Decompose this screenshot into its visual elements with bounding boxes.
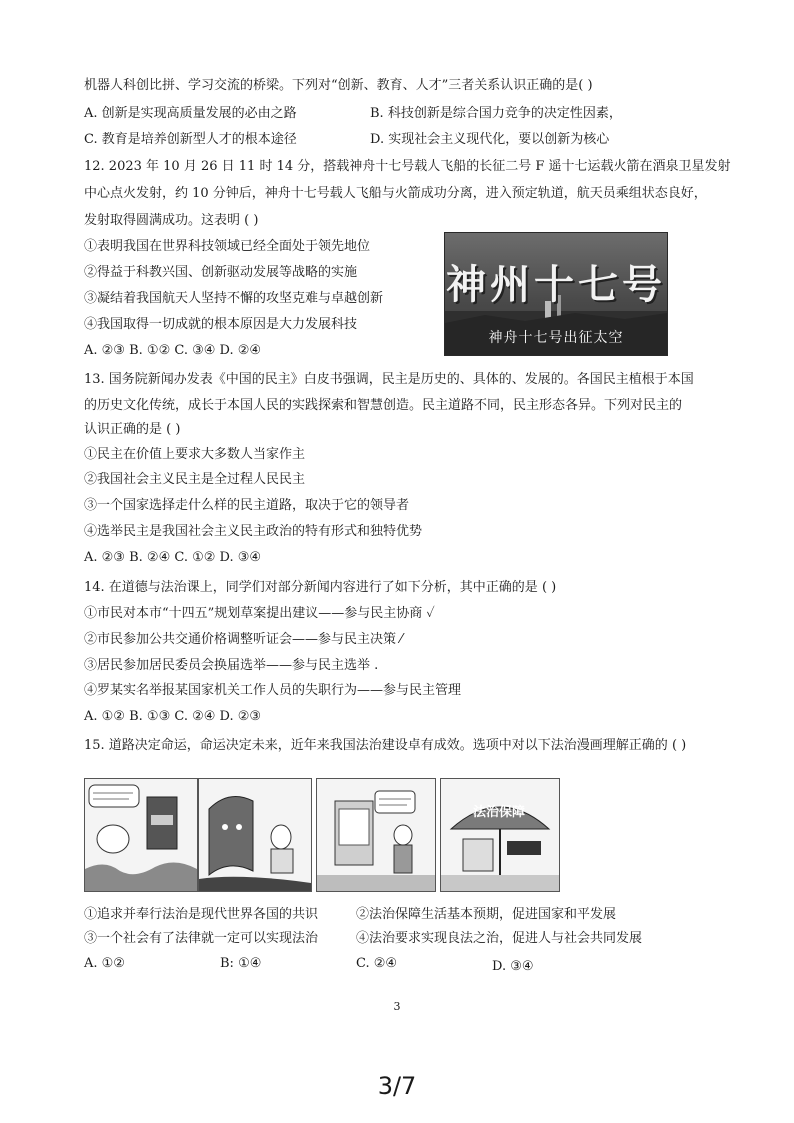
q13-statement-2: ②我国社会主义民主是全过程人民民主 xyxy=(84,472,306,487)
law-cartoon-1 xyxy=(84,778,198,892)
cartoon-2-art xyxy=(199,779,311,891)
q13-stem-line-2: 的历史文化传统，成长于本国人民的实践探索和智慧创造。民主道路不同，民主形态各异。下列对民主的 xyxy=(84,398,683,413)
q14-stem-line-1: 14. 在道德与法治课上，同学们对部分新闻内容进行了如下分析，其中正确的是 ( ) xyxy=(84,580,557,595)
law-cartoon-3 xyxy=(316,778,436,892)
q13-statement-4: ④选举民主是我国社会主义民主政治的特有形式和独特优势 xyxy=(84,524,423,539)
q15-statement-3: ③一个社会有了法律就一定可以实现法治 xyxy=(84,931,319,946)
cartoon-1-art xyxy=(85,779,197,891)
q15-statement-1: ①追求并奉行法治是现代世界各国的共识 xyxy=(84,907,319,922)
photo-caption: 神舟十七号出征太空 xyxy=(488,330,624,346)
q13-stem-line-3: 认识正确的是 ( ) xyxy=(84,422,181,437)
q14-choices: A. ①② B. ①③ C. ②④ D. ②③ xyxy=(84,709,262,724)
cartoon-4-art xyxy=(441,779,559,891)
q15-choice-b: B: ①④ xyxy=(220,956,262,971)
q13-statement-3: ③一个国家选择走什么样的民主道路，取决于它的领导者 xyxy=(84,498,410,513)
q15-statement-4: ④法治要求实现良法之治，促进人与社会共同发展 xyxy=(356,931,643,946)
q12-statement-4: ④我国取得一切成就的根本原因是大力发展科技 xyxy=(84,317,358,332)
cartoon-4-sign: 法治保障 xyxy=(473,805,526,820)
q15-choice-a: A. ①② xyxy=(84,956,125,971)
q11-option-d: D. 实现社会主义现代化，要以创新为核心 xyxy=(370,132,610,147)
q14-statement-2: ②市民参加公共交通价格调整听证会——参与民主决策 ⁄ xyxy=(84,632,403,647)
q12-stem-line-2: 中心点火发射，约 10 分钟后，神舟十七号载人飞船与火箭成功分离，进入预定轨道，航天员乘组状态良好， xyxy=(84,186,707,201)
q12-statement-1: ①表明我国在世界科技领域已经全面处于领先地位 xyxy=(84,239,371,254)
q12-choices: A. ②③ B. ①② C. ③④ D. ②④ xyxy=(84,343,262,358)
photo-title: 神州十七号 xyxy=(446,262,666,308)
q11-option-c: C. 教育是培养创新型人才的根本途径 xyxy=(84,132,297,147)
q13-choices: A. ②③ B. ②④ C. ①② D. ③④ xyxy=(84,550,262,565)
q13-statement-1: ①民主在价值上要求大多数人当家作主 xyxy=(84,447,306,462)
q14-statement-3: ③居民参加居民委员会换届选举——参与民主选举 . xyxy=(84,658,379,673)
q11-stem-line: 机器人科创比拼、学习交流的桥梁。下列对“创新、教育、人才”三者关系认识正确的是( ) xyxy=(84,78,593,93)
page-number: 3 xyxy=(393,1000,401,1013)
q15-stem-line-1: 15. 道路决定命运，命运决定未来，近年来我国法治建设卓有成效。选项中对以下法治漫画理解正确的 ( ) xyxy=(84,738,687,753)
shenzhou-photo xyxy=(444,232,668,356)
q12-stem-line-1: 12. 2023 年 10 月 26 日 11 时 14 分，搭载神舟十七号载人飞船的长征二号 F 遥十七运载火箭在酒泉卫星发射 xyxy=(84,159,731,174)
q15-choice-d: D. ③④ xyxy=(492,959,534,974)
law-cartoon-2 xyxy=(198,778,312,892)
q15-statement-2: ②法治保障生活基本预期，促进国家和平发展 xyxy=(356,907,617,922)
q14-statement-1: ①市民对本市“十四五”规划草案提出建议——参与民主协商 ✓ xyxy=(84,606,435,621)
q12-statement-3: ③凝结着我国航天人坚持不懈的攻坚克难与卓越创新 xyxy=(84,291,384,306)
q11-option-b: B. 科技创新是综合国力竞争的决定性因素， xyxy=(370,106,622,121)
q12-statement-2: ②得益于科教兴国、创新驱动发展等战略的实施 xyxy=(84,265,358,280)
law-cartoon-4 xyxy=(440,778,560,892)
q11-option-a: A. 创新是实现高质量发展的必由之路 xyxy=(84,106,297,121)
q12-stem-line-3: 发射取得圆满成功。这表明 ( ) xyxy=(84,213,259,228)
q13-stem-line-1: 13. 国务院新闻办发表《中国的民主》白皮书强调，民主是历史的、具体的、发展的。各国民主植根于本国 xyxy=(84,372,694,387)
cartoon-3-art xyxy=(317,779,435,891)
page-counter: 3/7 xyxy=(377,1072,417,1100)
q14-statement-4: ④罗某实名举报某国家机关工作人员的失职行为——参与民主管理 xyxy=(84,683,462,698)
q15-choice-c: C. ②④ xyxy=(356,956,398,971)
